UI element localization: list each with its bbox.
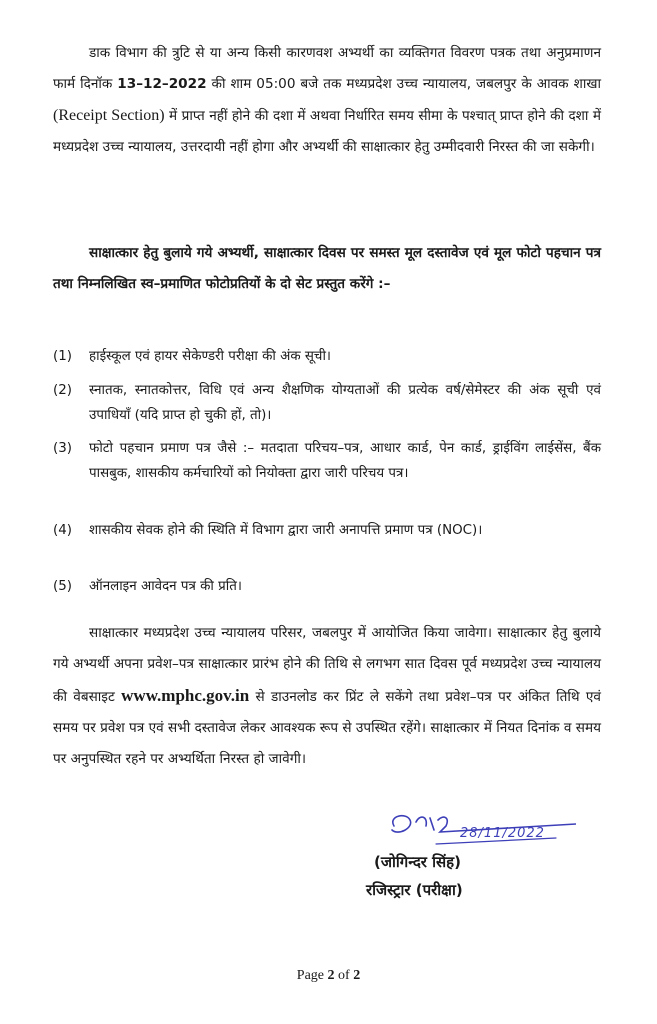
list-text: ऑनलाइन आवेदन पत्र की प्रति।: [89, 579, 242, 594]
paragraph1-text-a: डाक विभाग की त्रुटि से या अन्य किसी कारणवश अभ्यर्थी का व्यक्तिगत विवरण पत्रक तथा अनुप्रमाणन फार्म दिनॉक: [53, 45, 601, 92]
of-word: of: [338, 968, 350, 983]
list-number: (3): [53, 441, 72, 456]
paragraph3-text-b: से डाउनलोड कर प्रिंट ले सकेंगे तथा प्रवेश–पत्र पर अंकित तिथि एवं समय पर प्रवेश पत्र एवं सभी दस्तावेज लेकर आवश्यक रूप से उपस्थित रहेंगे। साक्षात्कार में नियत दिनांक व समय पर अनुपस्थित रहने पर अभ्यर्थिता निरस्त हो जावेगी।: [53, 689, 601, 767]
paragraph-interview-venue: [53, 618, 601, 775]
list-number: (4): [53, 523, 72, 538]
list-number: (2): [53, 383, 72, 398]
page-number: 2: [327, 968, 335, 983]
signatory-name: (जोगिन्दर सिंह): [374, 853, 462, 871]
list-text: फोटो पहचान प्रमाण पत्र जैसे :– मतदाता परिचय–पत्र, आधार कार्ड, पेन कार्ड, ड्राईविंग लाईसेंस, बैंक पासबुक, शासकीय कर्मचारियों को नियोक्ता द्वारा जारी परिचय पत्र।: [89, 441, 601, 481]
list-item: [53, 436, 601, 511]
total-pages: 2: [353, 968, 361, 983]
signature-block: [366, 808, 586, 928]
paragraph2-text: साक्षात्कार हेतु बुलाये गये अभ्यर्थी, साक्षात्कार दिवस पर समस्त मूल दस्तावेज एवं मूल फोटो पहचान पत्र तथा निम्नलिखित स्व–प्रमाणित फोटोप्रतियों के दो सेट प्रस्तुत करेंगे :–: [53, 245, 601, 292]
list-item: [53, 518, 601, 568]
paragraph-documents-required: [53, 238, 601, 300]
receipt-section-label: (Receipt Section): [53, 107, 165, 124]
list-text: हाईस्कूल एवं हायर सेकेण्डरी परीक्षा की अंक सूची।: [89, 349, 331, 364]
signatory-designation: रजिस्ट्रार (परीक्षा): [366, 881, 463, 899]
paragraph1-text-c: में प्राप्त नहीं होने की दशा में अथवा निर्धारित समय सीमा के पश्चात् प्राप्त होने की दशा में मध्यप्रदेश उच्च न्यायालय, उत्तरदायी नहीं होगा और अभ्यर्थी की साक्षात्कार हेतु उम्मीदवारी निरस्त की जा सकेगी।: [53, 108, 601, 155]
list-item: [53, 574, 601, 599]
paragraph-postal-delay: [53, 38, 601, 163]
page-footer: [0, 968, 657, 984]
paragraph1-text-b: की शाम 05:00 बजे तक मध्यप्रदेश उच्च न्यायालय, जबलपुर के आवक शाखा: [206, 76, 601, 92]
signature-date: 28/11/2022: [460, 826, 545, 841]
list-number: (1): [53, 349, 72, 364]
page-word: Page: [296, 968, 325, 983]
paragraph3-text-a: साक्षात्कार मध्यप्रदेश उच्च न्यायालय परिसर, जबलपुर में आयोजित किया जावेगा। साक्षात्कार हेतु बुलाये गये अभ्यर्थी अपना प्रवेश–पत्र साक्षात्कार प्रारंभ होने की तिथि से लगभग सात दिवस पूर्व मध्यप्रदेश उच्च न्यायालय की वेबसाइट: [53, 625, 601, 705]
list-item: [53, 378, 601, 428]
list-text: स्नातक, स्नातकोत्तर, विधि एवं अन्य शैक्षणिक योग्यताओं की प्रत्येक वर्ष/सेमेस्टर की अंक सूची एवं उपाधियाँ (यदि प्राप्त हो चुकी हों, तो)।: [89, 383, 601, 423]
list-number: (5): [53, 579, 72, 594]
deadline-date: 13–12–2022: [117, 76, 207, 92]
list-text: शासकीय सेवक होने की स्थिति में विभाग द्वारा जारी अनापत्ति प्रमाण पत्र (NOC)।: [89, 523, 483, 538]
list-item: [53, 344, 601, 369]
website-url: www.mphc.gov.in: [121, 686, 250, 705]
